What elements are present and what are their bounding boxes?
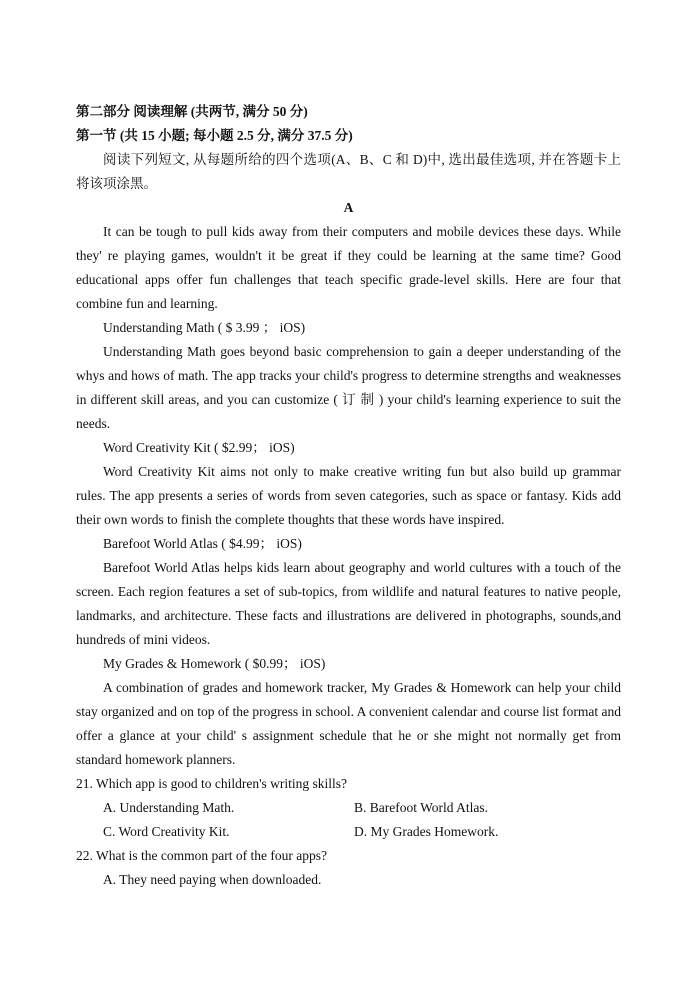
section-heading: 第一节 (共 15 小题; 每小题 2.5 分, 满分 37.5 分) [76,128,353,143]
question-21-stem: 21. Which app is good to children's writing skills? [76,776,348,791]
passage-label: A [343,200,354,215]
question-21-option-a: A. Understanding Math. [103,800,235,815]
question-21-options-row-1 [76,796,621,820]
app-title-barefoot-world-atlas: Barefoot World Atlas ( $4.99； iOS) [103,536,302,551]
question-21-option-c: C. Word Creativity Kit. [103,824,230,839]
app-description-understanding-math: Understanding Math goes beyond basic comprehension to gain a deeper understanding of the whys and hows of math. The app tracks your child's progress to determine strengths and weaknesses in different skill areas, and you can customize ( 订 制 ) your child's learning experience to suit the needs. [76,344,621,431]
passage-intro: It can be tough to pull kids away from their computers and mobile devices these days. While they' re playing games, wouldn't it be great if they could be learning at the same time? Good educational apps offer fun challenges that teach specific grade-level skills. Here are four that combine fun and learning. [76,224,621,311]
question-21-option-d: D. My Grades Homework. [354,824,499,839]
part-heading: 第二部分 阅读理解 (共两节, 满分 50 分) [76,104,308,119]
question-22-stem: 22. What is the common part of the four apps? [76,848,327,863]
app-description-my-grades-homework: A combination of grades and homework tracker, My Grades & Homework can help your child stay organized and on top of the progress in school. A convenient calendar and course list format and offer a glance at your child' s assignment schedule that he or she might not normally get from standard homework planners. [76,680,621,767]
question-21-options-row-2 [76,820,621,844]
question-22-options-row-1 [76,868,621,892]
instructions: 阅读下列短文, 从每题所给的四个选项(A、B、C 和 D)中, 选出最佳选项, 并在答题卡上将该项涂黑。 [76,152,621,191]
app-title-understanding-math: Understanding Math ( $ 3.99 ； iOS) [103,320,306,335]
exam-content [76,100,621,892]
question-21-option-b: B. Barefoot World Atlas. [354,800,489,815]
question-22-option-a: A. They need paying when downloaded. [103,872,322,887]
app-description-word-creativity-kit: Word Creativity Kit aims not only to make creative writing fun but also build up grammar rules. The app presents a series of words from seven categories, such as space or fantasy. Kids add their own words to finish the complete thoughts that these words have inspired. [76,464,621,527]
app-title-my-grades-homework: My Grades & Homework ( $0.99； iOS) [103,656,326,671]
app-description-barefoot-world-atlas: Barefoot World Atlas helps kids learn about geography and world cultures with a touch of the screen. Each region features a set of sub-topics, from wildlife and natural features to native people, landmarks, and architecture. These facts and illustrations are delivered in photographs, sounds,and hundreds of mini videos. [76,560,621,647]
app-title-word-creativity-kit: Word Creativity Kit ( $2.99； iOS) [103,440,295,455]
